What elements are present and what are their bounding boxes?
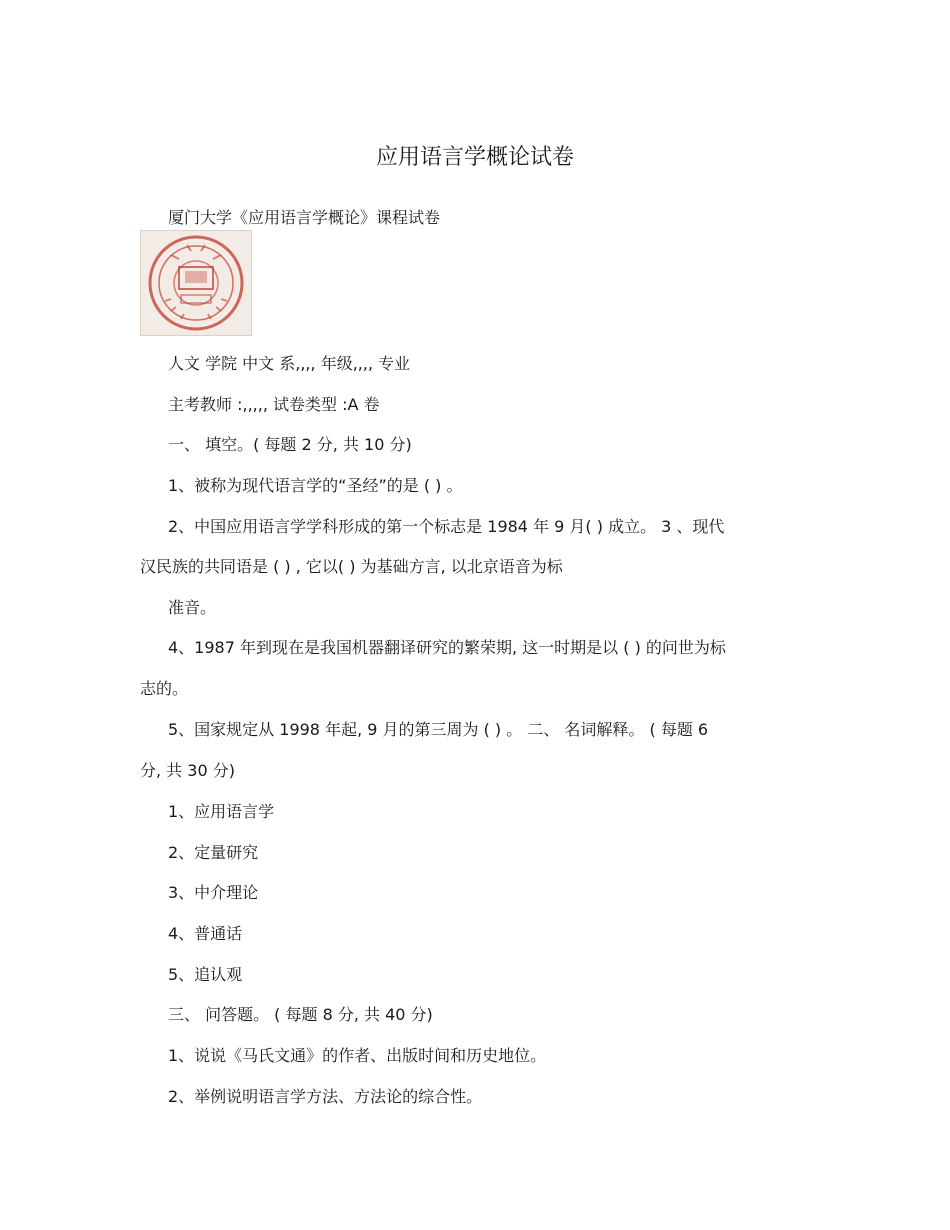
section3-heading: 三、 问答题。 ( 每题 8 分, 共 40 分) <box>168 1005 433 1024</box>
question-2-2: 2、定量研究 <box>168 843 259 862</box>
question-2-5: 5、追认观 <box>168 965 243 984</box>
section1-heading: 一、 填空。( 每题 2 分, 共 10 分) <box>168 435 412 454</box>
page-title: 应用语言学概论试卷 <box>375 145 574 170</box>
question-2-4: 4、普通话 <box>168 924 243 943</box>
course-heading: 厦门大学《应用语言学概论》课程试卷 <box>168 208 441 227</box>
question-1-2-end: 准音。 <box>168 598 217 617</box>
question-3-1: 1、说说《马氏文通》的作者、出版时间和历史地位。 <box>168 1046 547 1065</box>
question-1-1: 1、被称为现代语言学的“圣经”的是 ( ) 。 <box>168 476 463 495</box>
question-1-2: 2、中国应用语言学学科形成的第一个标志是 1984 年 9 月( ) 成立。 3 、现代 <box>168 517 725 536</box>
info-line-department: 人文 学院 中文 系,,,, 年级,,,, 专业 <box>168 354 411 373</box>
question-3-2: 2、举例说明语言学方法、方法论的综合性。 <box>168 1087 483 1106</box>
info-line-teacher: 主考教师 :,,,,, 试卷类型 :A 卷 <box>168 395 380 414</box>
question-1-4-cont: 志的。 <box>140 679 189 698</box>
question-2-3: 3、中介理论 <box>168 883 259 902</box>
university-seal-icon <box>140 230 252 336</box>
question-1-2-cont: 汉民族的共同语是 ( ) , 它以( ) 为基础方言, 以北京语音为标 <box>140 557 563 576</box>
question-2-1: 1、应用语言学 <box>168 802 275 821</box>
question-1-4: 4、1987 年到现在是我国机器翻译研究的繁荣期, 这一时期是以 ( ) 的问世为标 <box>168 638 726 657</box>
question-1-5-cont: 分, 共 30 分) <box>140 761 235 780</box>
question-1-5: 5、国家规定从 1998 年起, 9 月的第三周为 ( ) 。 二、 名词解释。 ( 每题 6 <box>168 720 709 739</box>
